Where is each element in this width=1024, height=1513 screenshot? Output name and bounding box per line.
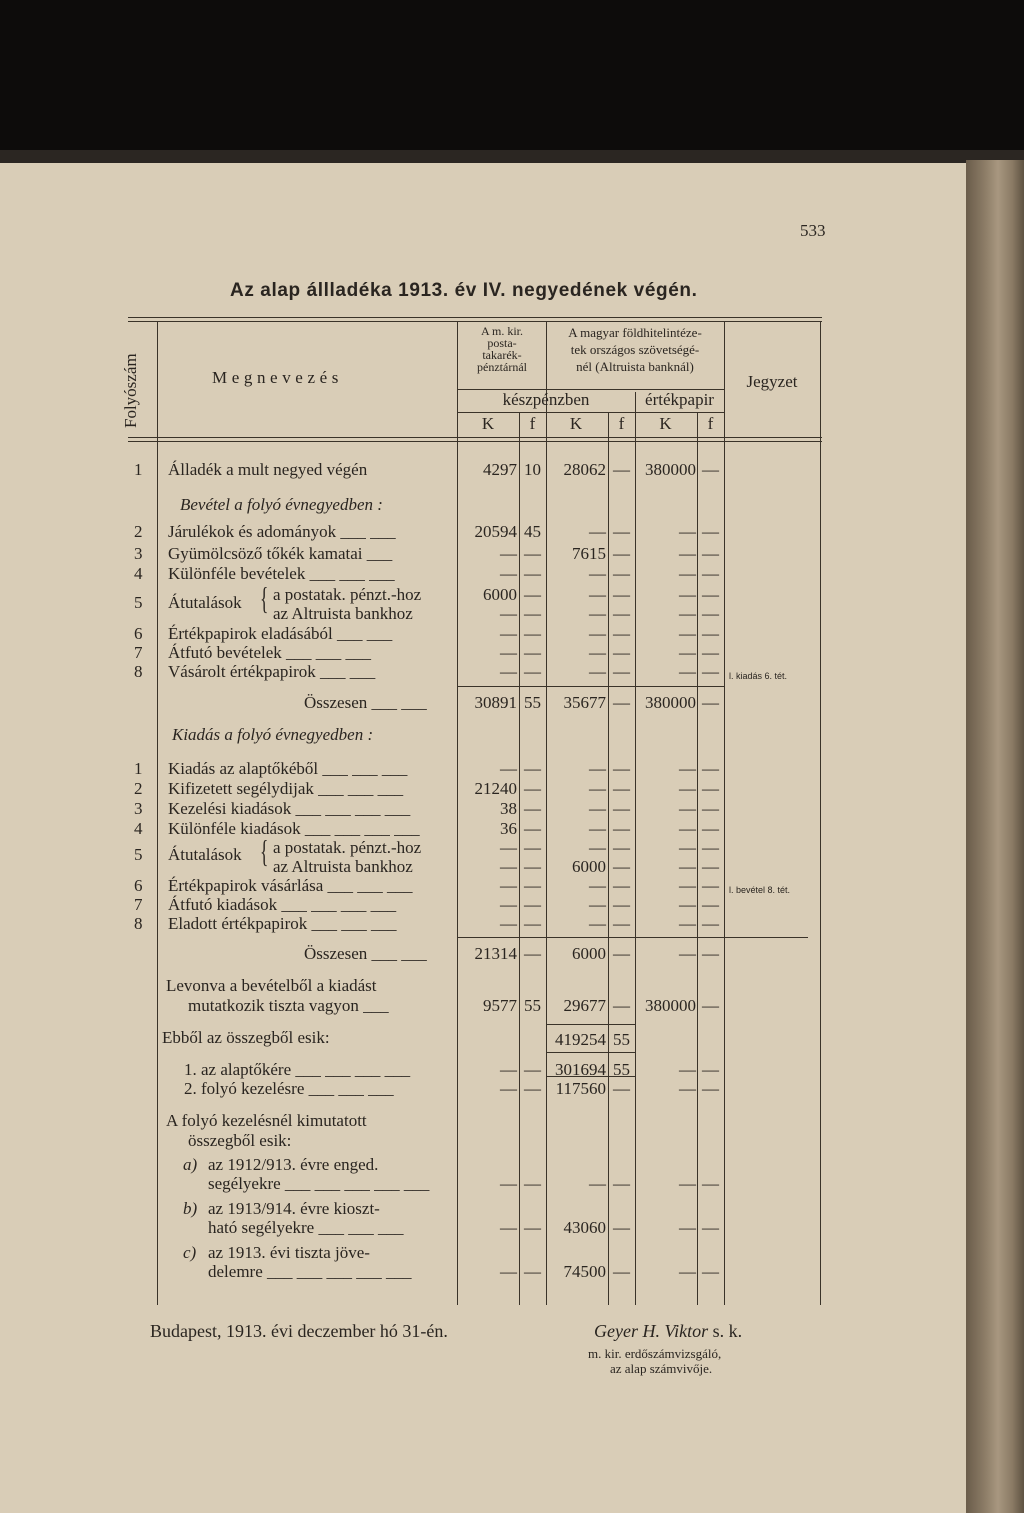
row-number: 1 — [134, 460, 143, 479]
cell-af: — — [524, 799, 541, 818]
cell-b: 301694 — [555, 1060, 606, 1079]
cell-b: 117560 — [555, 1079, 606, 1098]
cell-b: — — [589, 604, 606, 623]
cell-c: — — [679, 944, 696, 963]
folyoszam-header: Folyószám — [121, 353, 140, 428]
cell-c: — — [679, 838, 696, 857]
cell-bf: — — [613, 944, 630, 963]
bank-header-line: tek országos szövetségé- — [570, 342, 700, 357]
cell-bf: — — [613, 857, 630, 876]
row-number: 7 — [134, 895, 143, 914]
cell-c: — — [679, 1060, 696, 1079]
cell-af: 45 — [524, 522, 541, 541]
cell-a: 30891 — [474, 693, 517, 712]
cell-a: — — [500, 1174, 517, 1193]
cell-bf: — — [613, 564, 630, 583]
cell-bf: — — [613, 895, 630, 914]
total-income-label: Összesen ___ ___ — [304, 693, 427, 712]
subtotal-rule — [457, 686, 724, 687]
row-note: l. bevétel 8. tét. — [729, 885, 791, 895]
cell-b: — — [589, 662, 606, 681]
cell-bf: 55 — [613, 1060, 630, 1079]
cell-bf: — — [613, 643, 630, 662]
cell-cf: — — [702, 662, 719, 681]
cell-b: — — [589, 1174, 606, 1193]
postal-header-line: pénztárnál — [477, 360, 527, 374]
cell-b: 35677 — [563, 693, 606, 712]
cell-c: — — [679, 876, 696, 895]
cell-af: 10 — [524, 460, 541, 479]
header-rule-kf — [457, 412, 724, 413]
cell-bf: — — [613, 460, 630, 479]
cell-cf: — — [702, 914, 719, 933]
cell-c: — — [679, 1262, 696, 1281]
signer-suffix: s. k. — [712, 1321, 743, 1341]
cell-bf: — — [613, 544, 630, 563]
net-label-1: Levonva a bevételből a kiadást — [166, 976, 377, 995]
cell-c: — — [679, 544, 696, 563]
header-bottom-rule-2 — [128, 441, 822, 442]
cell-a: — — [500, 643, 517, 662]
col-rule-note — [724, 322, 725, 1305]
row-sub-label: a postatak. pénzt.-hoz — [273, 585, 422, 604]
f-header: f — [618, 414, 625, 433]
row-label: Átutalások — [168, 593, 242, 612]
cell-af: — — [524, 564, 541, 583]
cell-af: — — [524, 876, 541, 895]
cell-b: — — [589, 895, 606, 914]
cell-cf: — — [702, 876, 719, 895]
cell-b: — — [589, 819, 606, 838]
row-label: Értékpapirok vásárlása ___ ___ ___ — [168, 876, 413, 895]
cell-af: 55 — [524, 996, 541, 1015]
item-line-2: ható segélyekre ___ ___ ___ — [208, 1218, 404, 1237]
current-label-2: összegből esik: — [188, 1131, 292, 1150]
row-sub-label: az Altruista bankhoz — [273, 857, 413, 876]
total-expense-label: Összesen ___ ___ — [304, 944, 427, 963]
row-number: 3 — [134, 544, 143, 563]
f-header: f — [707, 414, 714, 433]
cell-af: — — [524, 895, 541, 914]
cell-af: — — [524, 662, 541, 681]
cell-cf: — — [702, 838, 719, 857]
cell-cf: — — [702, 895, 719, 914]
row-sub-label: az Altruista bankhoz — [273, 604, 413, 623]
cell-cf: — — [702, 624, 719, 643]
cell-bf: — — [613, 819, 630, 838]
cell-c: — — [679, 857, 696, 876]
cell-af: — — [524, 838, 541, 857]
cell-af: — — [524, 1079, 541, 1098]
row-label: Átfutó kiadások ___ ___ ___ ___ — [168, 895, 397, 914]
cell-cf: — — [702, 544, 719, 563]
break-label: 2. folyó kezelésre ___ ___ ___ — [184, 1079, 394, 1098]
cell-c: — — [679, 779, 696, 798]
footer-place-date: Budapest, 1913. évi deczember hó 31-én. — [150, 1321, 448, 1341]
item-line-2: delemre ___ ___ ___ ___ ___ — [208, 1262, 412, 1281]
cell-b: — — [589, 914, 606, 933]
cell-bf: — — [613, 779, 630, 798]
row-number: 5 — [134, 845, 143, 864]
section-income: Bevétel a folyó évnegyedben : — [180, 495, 383, 514]
row-number: 2 — [134, 522, 143, 541]
cell-b: 29677 — [563, 996, 606, 1015]
breakdown-b: 419254 — [555, 1030, 606, 1049]
bank-header-line: A magyar földhitelintéze- — [568, 325, 702, 340]
breakdown-rule-top — [546, 1024, 635, 1025]
section-expense: Kiadás a folyó évnegyedben : — [172, 725, 374, 744]
book-binding — [966, 160, 1024, 1513]
k-header: K — [569, 414, 583, 433]
cell-cf: — — [702, 585, 719, 604]
current-label-1: A folyó kezelésnél kimutatott — [166, 1111, 367, 1130]
signer-name: Geyer H. Viktor — [594, 1321, 709, 1341]
megnevezes-header: Megnevezés — [212, 368, 343, 387]
row-number: 5 — [134, 593, 143, 612]
footer-role-1: m. kir. erdőszámvizsgáló, — [588, 1346, 722, 1361]
cell-a: — — [500, 662, 517, 681]
cell-c: — — [679, 662, 696, 681]
cell-c: — — [679, 819, 696, 838]
cell-cf: — — [702, 996, 719, 1015]
cell-bf: — — [613, 838, 630, 857]
cell-a: — — [500, 838, 517, 857]
cell-b: — — [589, 624, 606, 643]
cell-c: — — [679, 643, 696, 662]
postal-header-line: A m. kir. — [480, 324, 523, 338]
row-label: Értékpapirok eladásából ___ ___ — [168, 624, 393, 643]
cell-c: — — [679, 1174, 696, 1193]
cell-bf: — — [613, 996, 630, 1015]
row-number: 6 — [134, 876, 143, 895]
row-number: 2 — [134, 779, 143, 798]
brace-icon: { — [260, 833, 269, 869]
cell-c: — — [679, 895, 696, 914]
item-line-1: az 1912/913. évre enged. — [208, 1155, 379, 1174]
bank-header-line: nél (Altruista banknál) — [576, 359, 694, 374]
cell-a: 21240 — [474, 779, 517, 798]
row-number: 4 — [134, 564, 143, 583]
row-label: Átutalások — [168, 845, 242, 864]
cell-a: — — [500, 1262, 517, 1281]
item-letter: b) — [183, 1199, 198, 1218]
cell-b: — — [589, 522, 606, 541]
break-rule — [546, 1076, 635, 1077]
cell-b: — — [589, 759, 606, 778]
cell-a: — — [500, 1060, 517, 1079]
cell-bf: — — [613, 585, 630, 604]
cell-a: — — [500, 895, 517, 914]
row-label: Eladott értékpapirok ___ ___ ___ — [168, 914, 397, 933]
col-rule-name — [157, 322, 158, 1305]
row-number: 1 — [134, 759, 143, 778]
page-title: Az alap állladéka 1913. év IV. negyedének végén. — [230, 280, 698, 301]
cell-af: 55 — [524, 693, 541, 712]
cell-a: 36 — [500, 819, 517, 838]
cell-a: — — [500, 857, 517, 876]
cell-b: — — [589, 838, 606, 857]
footer-signature — [594, 1322, 742, 1340]
cell-cf: — — [702, 1060, 719, 1079]
cell-a: 4297 — [483, 460, 517, 479]
cell-c: — — [679, 604, 696, 623]
cell-bf: — — [613, 1262, 630, 1281]
cell-bf: — — [613, 914, 630, 933]
cell-b: 43060 — [563, 1218, 606, 1237]
cell-a: — — [500, 1079, 517, 1098]
cell-af: — — [524, 857, 541, 876]
f-header: f — [529, 414, 536, 433]
row-label: Álladék a mult negyed végén — [168, 460, 368, 479]
cell-a: — — [500, 914, 517, 933]
cell-b: — — [589, 799, 606, 818]
row-label: Kezelési kiadások ___ ___ ___ ___ — [168, 799, 411, 818]
cell-bf: — — [613, 1174, 630, 1193]
cell-bf: — — [613, 604, 630, 623]
cell-af: — — [524, 604, 541, 623]
cell-cf: — — [702, 564, 719, 583]
breakdown-label: Ebből az összegből esik: — [162, 1028, 330, 1047]
item-letter: a) — [183, 1155, 198, 1174]
cell-c: — — [679, 1079, 696, 1098]
top-rule-2 — [128, 321, 822, 322]
cell-cf: — — [702, 643, 719, 662]
k-header: K — [659, 414, 672, 433]
cell-b: — — [589, 585, 606, 604]
cash-header: készpénzben — [502, 390, 590, 409]
cell-cf: — — [702, 857, 719, 876]
cell-c: — — [679, 799, 696, 818]
cell-a: — — [500, 624, 517, 643]
row-label: Átfutó bevételek ___ ___ ___ — [168, 643, 372, 662]
cell-bf: — — [613, 759, 630, 778]
cell-b: 74500 — [563, 1262, 606, 1281]
top-edge — [0, 150, 1024, 164]
cell-cf: — — [702, 460, 719, 479]
cell-b: 6000 — [572, 857, 606, 876]
cell-a: — — [500, 604, 517, 623]
cell-c: — — [679, 564, 696, 583]
footer-role-2: az alap számvivője. — [610, 1361, 713, 1376]
postal-header-line: posta- — [487, 336, 517, 350]
k-header: K — [481, 414, 495, 433]
cell-af: — — [524, 1218, 541, 1237]
cell-cf: — — [702, 693, 719, 712]
postal-header-line: takarék- — [482, 348, 522, 362]
cell-cf: — — [702, 944, 719, 963]
cell-a: — — [500, 876, 517, 895]
cell-bf: — — [613, 1079, 630, 1098]
header-bottom-rule — [128, 437, 822, 438]
cell-af: — — [524, 819, 541, 838]
cell-cf: — — [702, 1218, 719, 1237]
cell-af: — — [524, 1262, 541, 1281]
page-number: 533 — [800, 221, 826, 240]
cell-c: 380000 — [645, 996, 696, 1015]
cell-c: 380000 — [645, 693, 696, 712]
item-letter: c) — [183, 1243, 197, 1262]
cell-cf: — — [702, 604, 719, 623]
note-header: Jegyzet — [746, 372, 798, 391]
cell-af: — — [524, 1060, 541, 1079]
cell-a: — — [500, 564, 517, 583]
cell-a: — — [500, 1218, 517, 1237]
cell-bf: — — [613, 876, 630, 895]
row-label: Gyümölcsöző tőkék kamatai ___ — [168, 544, 393, 563]
cell-c: — — [679, 1218, 696, 1237]
cell-a: 6000 — [483, 585, 517, 604]
cell-a: 9577 — [483, 996, 517, 1015]
row-label: Kifizetett segélydijak ___ ___ ___ — [168, 779, 404, 798]
cell-b: 28062 — [563, 460, 606, 479]
cell-af: — — [524, 585, 541, 604]
row-number: 4 — [134, 819, 143, 838]
cell-af: — — [524, 759, 541, 778]
breakdown-rule — [546, 1052, 635, 1053]
cell-cf: — — [702, 799, 719, 818]
cell-af: — — [524, 1174, 541, 1193]
cell-b: — — [589, 564, 606, 583]
item-line-2: segélyekre ___ ___ ___ ___ ___ — [208, 1174, 430, 1193]
item-line-1: az 1913/914. évre kioszt- — [208, 1199, 380, 1218]
brace-icon: { — [260, 580, 269, 616]
cell-af: — — [524, 643, 541, 662]
cell-b: — — [589, 876, 606, 895]
cell-a: 20594 — [474, 522, 517, 541]
breakdown-bf: 55 — [613, 1030, 630, 1049]
cell-b: — — [589, 779, 606, 798]
cell-cf: — — [702, 1079, 719, 1098]
cell-cf: — — [702, 522, 719, 541]
cell-b: 6000 — [572, 944, 606, 963]
subtotal-rule-2 — [457, 937, 808, 938]
row-sub-label: a postatak. pénzt.-hoz — [273, 838, 422, 857]
cell-a: — — [500, 759, 517, 778]
cell-cf: — — [702, 1174, 719, 1193]
row-label: Különféle kiadások ___ ___ ___ ___ — [168, 819, 420, 838]
cell-a: — — [500, 544, 517, 563]
row-number: 8 — [134, 914, 143, 933]
row-number: 3 — [134, 799, 143, 818]
cell-cf: — — [702, 1262, 719, 1281]
row-label: Járulékok és adományok ___ ___ — [168, 522, 396, 541]
cell-cf: — — [702, 759, 719, 778]
cell-bf: — — [613, 624, 630, 643]
cell-bf: — — [613, 693, 630, 712]
cell-c: — — [679, 585, 696, 604]
cell-cf: — — [702, 819, 719, 838]
cell-a: 21314 — [474, 944, 517, 963]
row-number: 7 — [134, 643, 143, 662]
cell-c: — — [679, 624, 696, 643]
row-number: 8 — [134, 662, 143, 681]
row-note: l. kiadás 6. tét. — [729, 671, 788, 681]
net-label-2: mutatkozik tiszta vagyon ___ — [188, 996, 389, 1015]
cell-b: 7615 — [572, 544, 606, 563]
cell-af: — — [524, 544, 541, 563]
row-label: Különféle bevételek ___ ___ ___ — [168, 564, 395, 583]
cell-c: — — [679, 522, 696, 541]
item-line-1: az 1913. évi tiszta jöve- — [208, 1243, 370, 1262]
col-rule-right — [820, 322, 821, 1305]
cell-cf: — — [702, 779, 719, 798]
cell-bf: — — [613, 1218, 630, 1237]
cell-af: — — [524, 779, 541, 798]
row-label: Kiadás az alaptőkéből ___ ___ ___ — [168, 759, 408, 778]
cell-bf: — — [613, 662, 630, 681]
cell-bf: — — [613, 799, 630, 818]
row-number: 6 — [134, 624, 143, 643]
cell-a: 38 — [500, 799, 517, 818]
cell-c: 380000 — [645, 460, 696, 479]
top-rule — [128, 317, 822, 318]
cell-af: — — [524, 624, 541, 643]
cell-af: — — [524, 944, 541, 963]
break-label: 1. az alaptőkére ___ ___ ___ ___ — [184, 1060, 411, 1079]
cell-bf: — — [613, 522, 630, 541]
cell-c: — — [679, 914, 696, 933]
cell-c: — — [679, 759, 696, 778]
cell-b: — — [589, 643, 606, 662]
securities-header: értékpapir — [645, 390, 714, 409]
row-label: Vásárolt értékpapirok ___ ___ — [168, 662, 376, 681]
cell-af: — — [524, 914, 541, 933]
